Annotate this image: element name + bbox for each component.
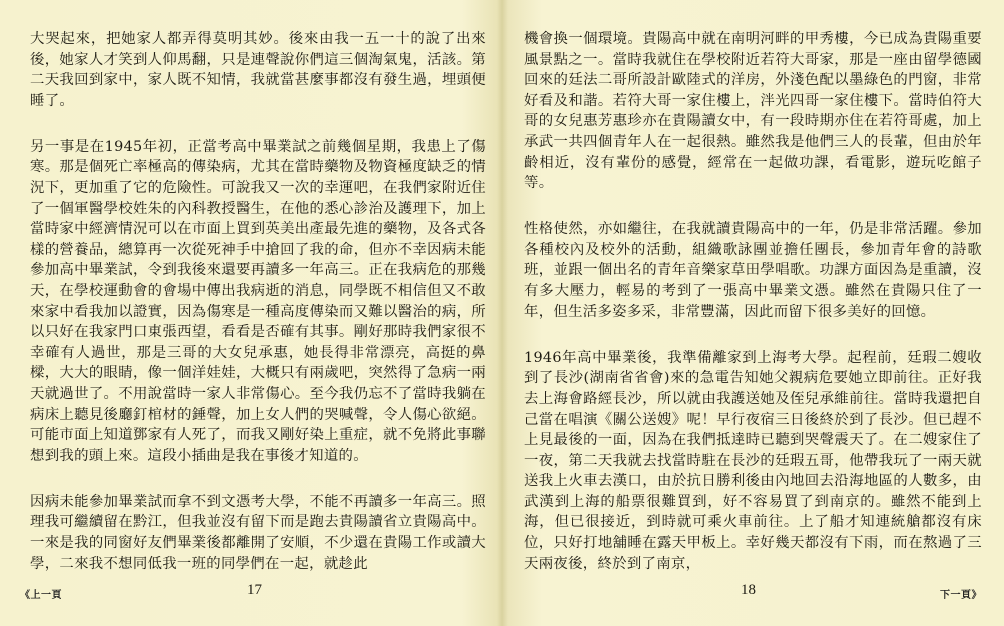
prev-page-link[interactable]: 《上一頁 (20, 590, 62, 601)
paragraph: 大哭起來，把她家人都弄得莫明其妙。後來由我一五一十的說了出來後，她家人才笑到人仰馬翻，只是連聲說你們這三個淘氣鬼，活該。第二天我回到家中，家人既不知情，我就當甚麼事都沒有發生過，埋頭便睡了。 (30, 31, 486, 109)
right-page (502, 0, 1004, 626)
paragraph: 1946年高中畢業後，我準備離家到上海考大學。起程前，廷瑕二嫂收到了長沙(湖南省省會)來的急電告知她父親病危要她立即前往。正好我去上海會路經長沙，所以就由我護送她及侄兒承維前往。當時我還把自己當在唱演《關公送嫂》呢！早行夜宿三日後終於到了長沙。但已趕不上見最後的一面，因為在我們抵達時已聽到哭聲震天了。在二嫂家住了一夜，第二天我就去找當時駐在長沙的廷瑕五哥，他帶我玩了一兩天就送我上火車去漢口，由於抗日勝利後由內地回去沿海地區的人數多，由武漢到上海的船票很難買到，好不容易買了到南京的。雖然不能到上海，但已很接近，到時就可乘火車前往。上了船才知連統艙都沒有床位，只好打地舖睡在露天甲板上。幸好幾天都沒有下雨，而在熬過了三天兩夜後，終於到了南京， (524, 349, 982, 572)
right-page-text (524, 29, 982, 600)
paragraph: 另一事是在1945年初，正當考高中畢業試之前幾個星期，我患上了傷寒。那是個死亡率極高的傳染病，尤其在當時藥物及物資極度缺乏的情況下，更加重了它的危險性。可說我又一次的幸運吧，在我們家附近住了一個軍醫學校姓朱的內科教授醫生，在他的悉心診治及護理下，加上當時家中經濟情況可以在市面上買到英美出產最先進的藥物，及各式各樣的營養品，總算再一次從死神手中搶回了我的命，但亦不幸因病未能參加高中畢業試，令到我後來還要再讀多一年高三。正在我病危的那幾天，在學校運動會的會場中傳出我病逝的消息，同學既不相信但又不敢來家中看我加以證實，因為傷寒是一種高度傳染而又難以醫治的病，所以只好在我家門口東張西望，看看是否確有其事。剛好那時我們家很不幸確有人過世，那是三哥的大女兒承惠，她長得非常漂亮，高挺的鼻樑，大大的眼睛，像一個洋娃娃，大概只有兩歲吧，突然得了急病一兩天就過世了。不用說當時一家人非常傷心。至今我仍忘不了當時我躺在病床上聽見後廳釘棺材的錘聲，加上女人們的哭喊聲，令人傷心欲絕。可能市面上知道鄧家有人死了，而我又剛好染上重症，就不免將此事聯想到我的頭上來。這段小插曲是我在事後才知道的。 (30, 138, 486, 464)
left-page-text (30, 29, 486, 600)
paragraph: 機會換一個環境。貴陽高中就在南明河畔的甲秀樓，今已成為貴陽重要風景點之一。當時我就住在學校附近若符大哥家，那是一座由留學德國回來的廷法二哥所設計歐陸式的洋房，外淺色配以墨綠色的門窗，非常好看及和諧。若符大哥一家住樓上，泮光四哥一家住樓下。當時伯符大哥的女兒惠芳惠珍亦在貴陽讀女中，有一段時期亦住在若符哥處，加上承武一共四個青年人在一起很熱。雖然我是他們三人的長輩，但由於年齡相近，沒有輩份的感覺，經常在一起做功課，看電影，遊玩吃館子等。 (524, 31, 982, 192)
page-number-right: 18 (741, 582, 756, 598)
paragraph: 性格使然，亦如繼往，在我就讀貴陽高中的一年，仍是非常活躍。參加各種校內及校外的活動，組織歌詠團並擔任團長，參加青年會的詩歌班，並跟一個出名的青年音樂家草田學唱歌。功課方面因為是重讀，沒有多大壓力，輕易的考到了一張高中畢業文憑。雖然在貴陽只住了一年，但生活多姿多采，非常豐滿，因此而留下很多美好的回憶。 (524, 221, 982, 320)
next-page-link[interactable]: 下一頁》 (940, 590, 982, 601)
page-number-left: 17 (247, 582, 262, 598)
paragraph: 因病未能參加畢業試而拿不到文憑考大學，不能不再讀多一年高三。照理我可繼續留在黔江，但我並沒有留下而是跑去貴陽讀省立貴陽高中。一來是我的同窗好友們畢業後都離開了安順，不少還在貴陽工作或讀大學，二來我不想同低我一班的同學們在一起，就趁此 (30, 493, 486, 572)
